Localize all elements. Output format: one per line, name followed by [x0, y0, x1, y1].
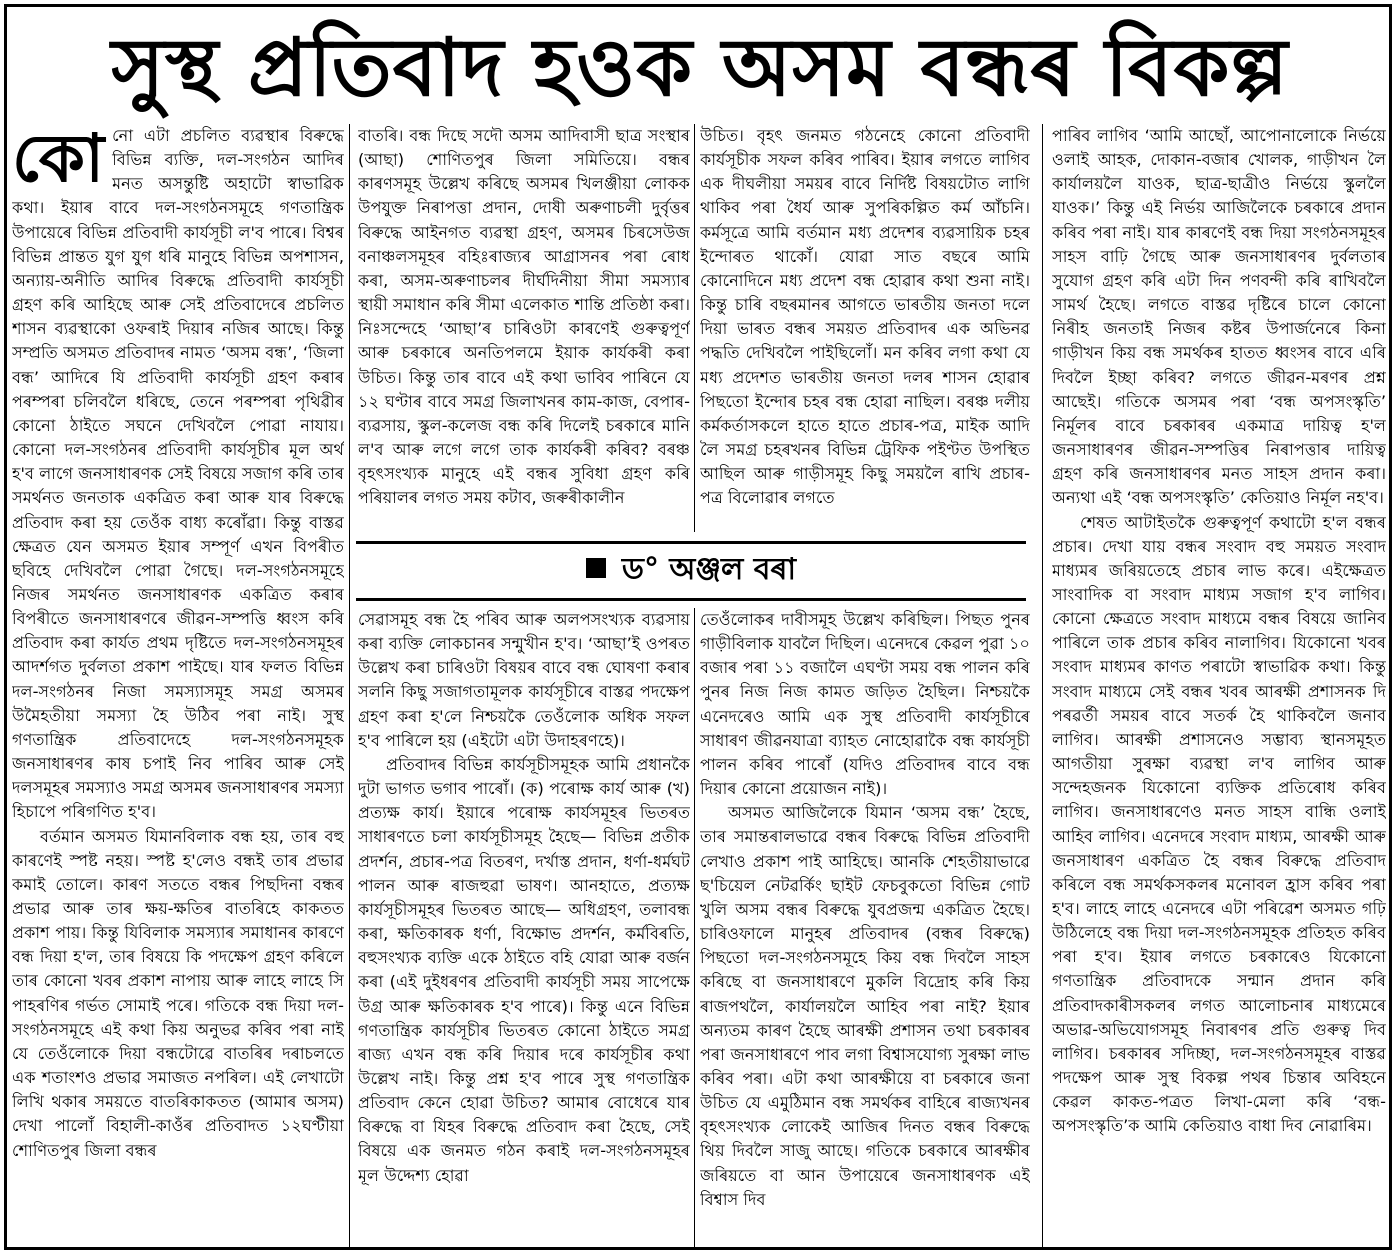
byline-rule-bottom: [356, 598, 1026, 601]
paragraph: অসমত আজিলৈকে যিমান ‘অসম বন্ধ’ হৈছে, তাৰ সমান্তৰালভাৱে বন্ধৰ বিৰুদ্ধে বিভিন্ন প্ৰতিবাদী লেখাও প্ৰকাশ পাই আহিছে। আনকি শেহতীয়াভাৱে ছ'চিয়েল নেটৱৰ্কিং ছাইট ফেচবুকতো বিভিন্ন গোট খুলি অসম বন্ধৰ বিৰুদ্ধে যুবপ্ৰজন্ম একত্ৰিত হৈছে। চাৰিওফালে মানুহৰ প্ৰতিবাদৰ (বন্ধৰ বিৰুদ্ধে) পিছতো দল-সংগঠনসমূহে কিয় বন্ধ দিবলৈ সাহস কৰিছে বা জনসাধাৰণে মুকলি বিদ্ৰোহ কৰি কিয় ৰাজপথলৈ, কাৰ্যালয়লৈ আহিব পৰা নাই? ইয়াৰ অন্যতম কাৰণ হৈছে আৰক্ষী প্ৰশাসন তথা চৰকাৰৰ পৰা জনসাধাৰণে পাব লগা বিশ্বাসযোগ্য সুৰক্ষা লাভ কৰিব পৰা। এটা কথা আৰক্ষীয়ে বা চৰকাৰে জনা উচিত যে এমুঠিমান বন্ধ সমৰ্থকৰ বাহিৰে ৰাজ্যখনৰ বৃহৎসংখ্যক লোকেই আজিৰ দিনত বন্ধৰ বিৰুদ্ধে থিয় দিবলৈ সাজু আছে। গতিকে চৰকাৰে আৰক্ষীৰ জৰিয়তে বা আন উপায়েৰে জনসাধাৰণক এই বিশ্বাস দিব: [700, 803, 1030, 1209]
paragraph: বাতৰি। বন্ধ দিছে সদৌ অসম আদিবাসী ছাত্ৰ সংস্থাৰ (আছা) শোণিতপুৰ জিলা সমিতিয়ে। বন্ধৰ কাৰণসমূহ উল্লেখ কৰিছে অসমৰ খিলঞ্জীয়া লোকক উপযুক্ত নিৰাপত্তা প্ৰদান, দোষী অৰুণাচলী দুৰ্বৃত্তৰ বিৰুদ্ধে আইনগত ব্যৱস্থা গ্ৰহণ, অসমৰ চিৰসেউজ বনাঞ্চলসমূহৰ বহিঃৰাজ্যৰ আগ্ৰাসনৰ পৰা ৰোধ কৰা, অসম-অৰুণাচলৰ দীৰ্ঘদিনীয়া সীমা সমস্যাৰ স্থায়ী সমাধান কৰি সীমা এলেকাত শান্তি প্ৰতিষ্ঠা কৰা। নিঃসন্দেহে ‘আছা’ৰ চাৰিওটা কাৰণেই গুৰুত্বপূৰ্ণ আৰু চৰকাৰে অনতিপলমে ইয়াক কাৰ্যকৰী কৰা উচিত। কিন্তু তাৰ বাবে এই কথা ভাবিব পাৰিনে যে ১২ ঘণ্টাৰ বাবে সমগ্ৰ জিলাখনৰ কাম-কাজ, বেপাৰ-ব্যৱসায়, স্কুল-কলেজ বন্ধ কৰি দিলেই চৰকাৰে মানি ল'ব আৰু লগে লগে তাক কাৰ্যকৰী কৰিব? বৰঞ্চ বৃহৎসংখ্যক মানুহে এই বন্ধৰ সুবিধা গ্ৰহণ কৰি পৰিয়ালৰ লগত সময় কটাব, জৰুৰীকালীন: [358, 126, 690, 508]
headline: সুস্থ প্ৰতিবাদ হওক অসম বন্ধৰ বিকল্প: [111, 21, 1289, 114]
author-name: ড° অঞ্জল বৰা: [621, 552, 797, 587]
article-column-3: [700, 124, 1030, 532]
column-divider: [349, 124, 350, 1248]
column-divider: [694, 124, 695, 532]
paragraph: বৰ্তমান অসমত যিমানবিলাক বন্ধ হয়, তাৰ বহু কাৰণেই স্পষ্ট নহয়। স্পষ্ট হ'লেও বন্ধই তাৰ প্ৰভাৱ কমাই তোলে। কাৰণ সততে বন্ধৰ পিছদিনা বন্ধৰ প্ৰভাৱ আৰু তাৰ ক্ষয়-ক্ষতিৰ বাতৰিহে কাকতত প্ৰকাশ পায়। কিন্তু যিবিলাক সমস্যাৰ সমাধানৰ কাৰণে বন্ধ দিয়া হ'ল, তাৰ বিষয়ে কি পদক্ষেপ গ্ৰহণ কৰিলে তাৰ কোনো খবৰ প্ৰকাশ নাপায় আৰু লাহে লাহে সি পাহৰণিৰ গৰ্ভত সোমাই পৰে। গতিকে বন্ধ দিয়া দল-সংগঠনসমূহে এই কথা কিয় অনুভৱ কৰিব পৰা নাই যে তেওঁলোকে দিয়া বন্ধটোৱে বাতৰিৰ দৰাচলতে এক শতাংশও প্ৰভাৱ সমাজত নপৰিল। এই লেখাটো লিখি থকাৰ সময়তে বাতৰিকাকতত (আমাৰ অসম) দেখা পালোঁ বিহালী-কাওঁৰ প্ৰতিবাদত ১২ঘণ্টীয়া শোণিতপুৰ জিলা বন্ধৰ: [12, 826, 344, 1160]
paragraph: সেৱাসমূহ বন্ধ হৈ পৰিব আৰু অলপসংখ্যক ব্যৱসায় কৰা ব্যক্তি লোকচানৰ সন্মুখীন হ'ব। ‘আছা’ই ওপৰত উল্লেখ কৰা চাৰিওটা বিষয়ৰ বাবে বন্ধ ঘোষণা কৰাৰ সলনি কিছু সজাগতামূলক কাৰ্যসূচীৰে বাস্তৱ পদক্ষেপ গ্ৰহণ কৰা হ'লে নিশ্চয়কৈ তেওঁলোক অধিক সফল হ'ব পাৰিলে হয় (এইটো এটা উদাহৰণহে)।: [358, 610, 690, 750]
article-column-6: [1052, 124, 1386, 1248]
paragraph-text: নো এটা প্ৰচলিত ব্যৱস্থাৰ বিৰুদ্ধে বিভিন্ন ব্যক্তি, দল-সংগঠন আদিৰ মনত অসন্তুষ্টি অহাটো স্বাভাৱিক কথা। ইয়াৰ বাবে দল-সংগঠনসমূহে গণতান্ত্ৰিক উপায়েৰে বিভিন্ন প্ৰতিবাদী কাৰ্যসূচী ল'ব পাৰে। বিশ্বৰ বিভিন্ন প্ৰান্তত যুগ যুগ ধৰি মানুহে বিভিন্ন অপশাসন, অন্যায়-অনীতি আদিৰ বিৰুদ্ধে প্ৰতিবাদী কাৰ্যসূচী গ্ৰহণ কৰি আহিছে আৰু সেই প্ৰতিবাদেৰে প্ৰচলিত শাসন ব্যৱস্থাকো ওফৰাই দিয়াৰ নজিৰ আছে। কিন্তু সম্প্ৰতি অসমত প্ৰতিবাদৰ নামত ‘অসম বন্ধ’, ‘জিলা বন্ধ’ আদিৰে যি প্ৰতিবাদী কাৰ্যসূচী গ্ৰহণ কৰাৰ পৰম্পৰা চলিবলৈ ধৰিছে, তেনে পৰম্পৰা পৃথিৱীৰ কোনো ঠাইতে সঘনে দেখিবলৈ পোৱা নাযায়। কোনো দল-সংগঠনৰ প্ৰতিবাদী কাৰ্যসূচীৰ মূল অৰ্থ হ'ব লাগে জনসাধাৰণক সেই বিষয়ে সজাগ কৰি তাৰ সমৰ্থনত জনতাক একত্ৰিত কৰা আৰু যাৰ বিৰুদ্ধে প্ৰতিবাদ কৰা হয় তেওঁক বাধ্য কৰোঁৱা। কিন্তু বাস্তৱ ক্ষেত্ৰত যেন অসমত ইয়াৰ সম্পূৰ্ণ এখন বিপৰীত ছবিহে দেখিবলৈ পোৱা গৈছে। দল-সংগঠনসমূহে নিজৰ সমৰ্থনত জনসাধাৰণক একত্ৰিত কৰাৰ বিপৰীতে জনসাধাৰণৰে জীৱন-সম্পত্তি ধ্বংস কৰি প্ৰতিবাদ কৰা কাৰ্যত প্ৰথম দৃষ্টিতে দল-সংগঠনসমূহৰ আদৰ্শগত দুৰ্বলতা প্ৰকাশ পাইছে। যাৰ ফলত বিভিন্ন দল-সংগঠনৰ নিজা সমস্যাসমূহ সমগ্ৰ অসমৰ উমৈহতীয়া সমস্যা হৈ উঠিব পৰা নাই। সুস্থ গণতান্ত্ৰিক প্ৰতিবাদেহে দল-সংগঠনসমূহক জনসাধাৰণৰ কাষ চপাই নিব পাৰিব আৰু সেই দলসমূহৰ সমস্যাও সমগ্ৰ অসমৰ জনসাধাৰণৰ সমস্যা হিচাপে পৰিগণিত হ'ব।: [12, 126, 344, 822]
paragraph: পাৰিব লাগিব ‘আমি আছোঁ, আপোনালোকে নিৰ্ভয়ে ওলাই আহক, দোকান-বজাৰ খোলক, গাড়ীখন লৈ কাৰ্যালয়লৈ যাওক, ছাত্ৰ-ছাত্ৰীও নিৰ্ভয়ে স্কুললৈ যাওক।’ কিন্তু এই নিৰ্ভয় আজিলৈকে চৰকাৰে প্ৰদান কৰিব পৰা নাই। যাৰ কাৰণেই বন্ধ দিয়া সংগঠনসমূহৰ সাহস বাঢ়ি গৈছে আৰু জনসাধাৰণৰ দুৰ্বলতাৰ সুযোগ গ্ৰহণ কৰি এটা দিন পণবন্দী কৰি ৰাখিবলৈ সামৰ্থ হৈছে। লগতে বাস্তৱ দৃষ্টিৰে চালে কোনো নিৰীহ জনতাই নিজৰ কষ্টৰ উপাৰ্জনেৰে কিনা গাড়ীখন কিয় বন্ধ সমৰ্থকৰ হাতত ধ্বংসৰ বাবে এৰি দিবলৈ ইচ্ছা কৰিব? লগতে জীৱন-মৰণৰ প্ৰশ্ন আছেই। গতিকে অসমৰ পৰা ‘বন্ধ অপসংস্কৃতি’ নিৰ্মূলৰ বাবে চৰকাৰৰ একমাত্ৰ দায়িত্ব হ'ল জনসাধাৰণৰ জীৱন-সম্পত্তিৰ নিৰাপত্তাৰ দায়িত্ব গ্ৰহণ কৰি জনসাধাৰণৰ মনত সাহস প্ৰদান কৰা। অন্যথা এই ‘বন্ধ অপসংস্কৃতি’ কেতিয়াও নিৰ্মূল নহ'ব।: [1052, 126, 1386, 508]
article-column-1: [12, 124, 344, 1248]
paragraph: [12, 124, 344, 825]
article-column-4: [358, 608, 690, 1248]
paragraph: শেষত আটাইতকৈ গুৰুত্বপূৰ্ণ কথাটো হ'ল বন্ধৰ প্ৰচাৰ। দেখা যায় বন্ধৰ সংবাদ বহু সময়ত সংবাদ মাধ্যমৰ জৰিয়তেহে প্ৰচাৰ লাভ কৰে। এইক্ষেত্ৰত সাংবাদিক বা সংবাদ মাধ্যম সজাগ হ'ব লাগিব। কোনো ক্ষেত্ৰতে সংবাদ মাধ্যমে বন্ধৰ বিষয়ে জানিব পাৰিলে তাক প্ৰচাৰ কৰিব নালাগিব। যিকোনো খবৰ সংবাদ মাধ্যমৰ কাণত পৰাটো স্বাভাৱিক কথা। কিন্তু সংবাদ মাধ্যমে সেই বন্ধৰ খবৰ আৰক্ষী প্ৰশাসনক দি পৰৱৰ্তী সময়ৰ বাবে সতৰ্ক হৈ থাকিবলৈ জনাব লাগিব। আৰক্ষী প্ৰশাসনেও সম্ভাব্য স্থানসমূহত আগতীয়া সুৰক্ষা ব্যৱস্থা ল'ব লাগিব আৰু সন্দেহজনক যিকোনো ব্যক্তিক প্ৰতিৰোধ কৰিব লাগিব। জনসাধাৰণেও মনত সাহস বান্ধি ওলাই আহিব লাগিব। এনেদৰে সংবাদ মাধ্যম, আৰক্ষী আৰু জনসাধাৰণ একত্ৰিত হৈ বন্ধৰ বিৰুদ্ধে প্ৰতিবাদ কৰিলে বন্ধ সমৰ্থকসকলৰ মনোবল হ্ৰাস কৰিব পৰা হ'ব। লাহে লাহে এনেদৰে এটা পৰিৱেশ অসমত গঢ়ি উঠিলেহে বন্ধ দিয়া দল-সংগঠনসমূহক প্ৰতিহত কৰিব পৰা হ'ব। ইয়াৰ লগতে চৰকাৰেও যিকোনো গণতান্ত্ৰিক প্ৰতিবাদকে সন্মান প্ৰদান কৰি প্ৰতিবাদকাৰীসকলৰ লগত আলোচনাৰ মাধ্যমেৰে অভাৱ-অভিযোগসমূহ নিবাৰণৰ প্ৰতি গুৰুত্ব দিব লাগিব। চৰকাৰৰ সদিচ্ছা, দল-সংগঠনসমূহৰ বাস্তৱ পদক্ষেপ আৰু সুস্থ বিকল্প পথৰ চিন্তাৰ অবিহনে কেৱল কাকত-পত্ৰত লিখা-মেলা কৰি ‘বন্ধ-অপসংস্কৃতি’ক আমি কেতিয়াও বাধা দিব নোৱাৰিম।: [1052, 512, 1386, 1136]
square-bullet-icon: [586, 558, 606, 578]
byline: [356, 548, 1026, 592]
paragraph: তেওঁলোকৰ দাবীসমূহ উল্লেখ কৰিছিল। পিছত পুনৰ গাড়ীবিলাক যাবলৈ দিছিল। এনেদৰে কেৱল পুৱা ১০ বজাৰ পৰা ১১ বজালৈ এঘণ্টা সময় বন্ধ পালন কৰি পুনৰ নিজ নিজ কামত জড়িত হৈছিল। নিশ্চয়কৈ এনেদৰেও আমি এক সুস্থ প্ৰতিবাদী কাৰ্যসূচীৰে সাধাৰণ জীৱনযাত্ৰা ব্যাহত নোহোৱাকৈ বন্ধ কাৰ্যসূচী পালন কৰিব পাৰোঁ (যদিও প্ৰতিবাদৰ বাবে বন্ধ দিয়াৰ কোনো প্ৰয়োজন নাই)।: [700, 610, 1030, 799]
paragraph: উচিত। বৃহৎ জনমত গঠনেহে কোনো প্ৰতিবাদী কাৰ্যসূচীক সফল কৰিব পাৰিব। ইয়াৰ লগতে লাগিব এক দীঘলীয়া সময়ৰ বাবে নিৰ্দিষ্ট বিষয়টোত লাগি থাকিব পৰা ধৈৰ্য আৰু সুপৰিকল্পিত কৰ্ম আঁচনি। কৰ্মসূত্ৰে আমি বৰ্তমান মধ্য প্ৰদেশৰ ব্যৱসায়িক চহৰ ইন্দোৰত থাকোঁ। যোৱা সাত বছৰে আমি কোনোদিনে মধ্য প্ৰদেশ বন্ধ হোৱাৰ কথা শুনা নাই। কিন্তু চাৰি বছৰমানৰ আগতে ভাৰতীয় জনতা দলে দিয়া ভাৰত বন্ধৰ সময়ত প্ৰতিবাদৰ এক অভিনৱ পদ্ধতি দেখিবলৈ পাইছিলোঁ। মন কৰিব লগা কথা যে মধ্য প্ৰদেশত ভাৰতীয় জনতা দলৰ শাসন হোৱাৰ পিছতো ইন্দোৰ চহৰ বন্ধ হোৱা নাছিল। বৰঞ্চ দলীয় কৰ্মকৰ্তাসকলে হাতে হাতে প্ৰচাৰ-পত্ৰ, মাইক আদি লৈ সমগ্ৰ চহৰখনৰ বিভিন্ন ট্ৰেফিক পইণ্টত উপস্থিত আছিল আৰু গাড়ীসমূহ কিছু সময়লৈ ৰাখি প্ৰচাৰ-পত্ৰ বিলোৱাৰ লগতে: [700, 126, 1030, 508]
column-divider: [1042, 124, 1043, 1248]
drop-cap: কো: [12, 124, 105, 197]
paragraph: প্ৰতিবাদৰ বিভিন্ন কাৰ্যসূচীসমূহক আমি প্ৰধানকৈ দুটা ভাগত ভগাব পাৰোঁ। (ক) পৰোক্ষ কাৰ্য আৰু (খ) প্ৰত্যক্ষ কাৰ্য। ইয়াৰে পৰোক্ষ কাৰ্যসমূহৰ ভিতৰত সাধাৰণতে চলা কাৰ্যসূচীসমূহ হৈছে— বিভিন্ন প্ৰতীক প্ৰদৰ্শন, প্ৰচাৰ-পত্ৰ বিতৰণ, দৰ্খাস্ত প্ৰদান, ধৰ্ণা-ধৰ্মঘট পালন আৰু ৰাজহুৱা ভাষণ। আনহাতে, প্ৰত্যক্ষ কাৰ্যসূচীসমূহৰ ভিতৰত আছে— অধিগ্ৰহণ, তলাবন্ধ কৰা, ক্ষতিকাৰক ধৰ্ণা, বিক্ষোভ প্ৰদৰ্শন, কৰ্মবিৰতি, বহুসংখ্যক ব্যক্তি একে ঠাইতে বহি যোৱা আৰু বৰ্জন কৰা (এই দুইধৰণৰ প্ৰতিবাদী কাৰ্যসূচী সময় সাপেক্ষে উগ্ৰ আৰু ক্ষতিকাৰক হ'ব পাৰে)। কিন্তু এনে বিভিন্ন গণতান্ত্ৰিক কাৰ্যসূচীৰ ভিতৰত কোনো ঠাইতে সমগ্ৰ ৰাজ্য এখন বন্ধ কৰি দিয়াৰ দৰে কাৰ্যসূচীৰ কথা উল্লেখ নাই। কিন্তু প্ৰশ্ন হ'ব পাৰে সুস্থ গণতান্ত্ৰিক প্ৰতিবাদ কেনে হোৱা উচিত? আমাৰ বোধেৰে যাৰ বিৰুদ্ধে বা যিহৰ বিৰুদ্ধে প্ৰতিবাদ কৰা হৈছে, সেই বিষয়ে এক জনমত গঠন কৰাই দল-সংগঠনসমূহৰ মূল উদ্দেশ্য হোৱা: [358, 754, 690, 1185]
article-column-5: [700, 608, 1030, 1248]
byline-rule-top: [356, 541, 1026, 544]
column-divider: [694, 608, 695, 1248]
article-column-2: [358, 124, 690, 532]
